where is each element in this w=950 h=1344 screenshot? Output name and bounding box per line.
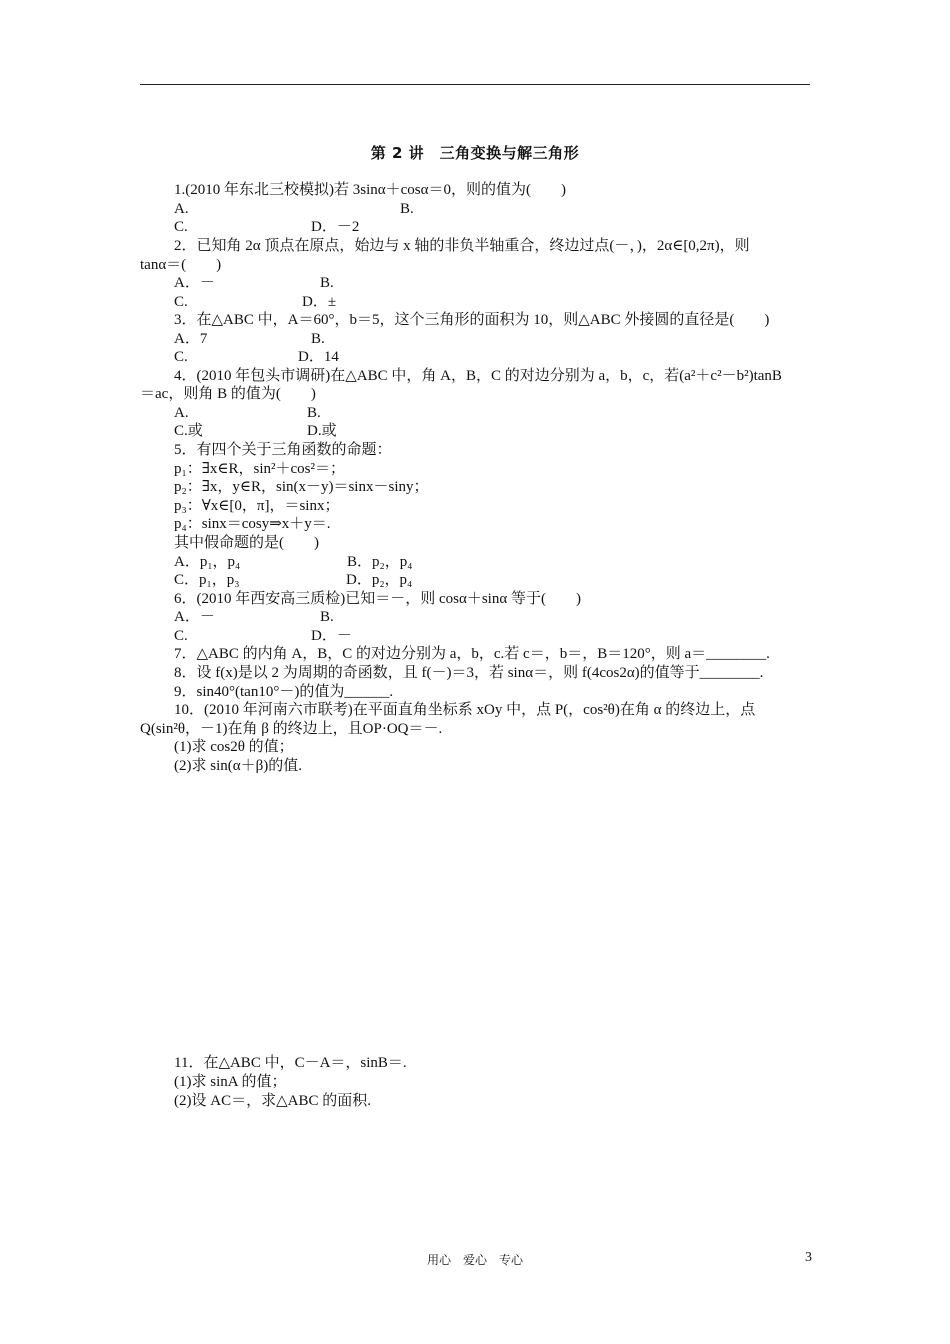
text-line: A.	[174, 201, 189, 217]
option-line: D.或	[307, 423, 337, 439]
text-line: (2)设 AC＝，求△ABC 的面积.	[174, 1093, 371, 1109]
text-line: (2)求 sin(α＋β)的值.	[174, 758, 302, 774]
text-line: 5．有四个关于三角函数的命题：	[174, 442, 392, 458]
text-line: 11．在△ABC 中，C－A＝，sinB＝.	[174, 1055, 407, 1071]
text-line: C.	[174, 294, 188, 310]
text-line: 其中假命题的是( )	[174, 535, 319, 551]
text-line: A.	[174, 405, 189, 421]
text-line: p₃：∀x∈[0，π]，＝sinx；	[174, 498, 340, 514]
text-line: (1)求 cos2θ 的值；	[174, 739, 294, 755]
text-line: p₂：∃x，y∈R，sin(x－y)＝sinx－siny；	[174, 479, 429, 495]
text-line: 6．(2010 年西安高三质检)已知＝－，则 cosα＋sinα 等于( )	[174, 591, 581, 607]
text-line: 3．在△ABC 中，A＝60°，b＝5，这个三角形的面积为 10，则△ABC 外接圆的直径是( )	[174, 312, 770, 328]
option-line: D．p₂，p₄	[346, 572, 413, 588]
option-line: D．－	[311, 628, 352, 644]
text-line: A．－	[174, 275, 215, 291]
text-line: p₄：sinx＝cosy⇒x＋y＝.	[174, 516, 331, 532]
text-line: (1)求 sinA 的值；	[174, 1074, 287, 1090]
text-line: ＝ac，则角 B 的值为( )	[140, 386, 316, 402]
text-line: tanα＝( )	[140, 257, 222, 273]
option-line: B.	[320, 275, 334, 291]
text-line: 10．(2010 年河南六市联考)在平面直角坐标系 xOy 中，点 P(，cos²θ)在角 α 的终边上，点	[174, 702, 756, 718]
text-line: 7．△ABC 的内角 A，B，C 的对边分别为 a，b，c.若 c＝，b＝，B＝120°，则 a＝________.	[174, 646, 770, 662]
text-line: A．7	[174, 331, 208, 347]
text-line: A．－	[174, 609, 215, 625]
text-line: 8．设 f(x)是以 2 为周期的奇函数，且 f(－)＝3，若 sinα＝，则 f(4cos2α)的值等于________.	[174, 665, 764, 681]
option-line: B.	[307, 405, 321, 421]
text-line: C.	[174, 349, 188, 365]
text-line: 2．已知角 2α 顶点在原点，始边与 x 轴的非负半轴重合，终边过点(－，)，2α∈[0,2π)，则	[174, 238, 750, 254]
text-line: 9．sin40°(tan10°－)的值为______.	[174, 684, 394, 700]
text-line: p₁：∃x∈R，sin²＋cos²＝；	[174, 461, 345, 477]
footer-motto: 用心 爱心 专心	[426, 1253, 523, 1267]
option-line: D．±	[302, 294, 337, 310]
text-line: 1.(2010 年东北三校模拟)若 3sinα＋cosα＝0，则的值为( )	[174, 182, 566, 198]
text-line: Q(sin²θ，－1)在角 β 的终边上，且OP·OQ＝－.	[140, 721, 443, 737]
option-line: D．14	[298, 349, 339, 365]
text-line: C.	[174, 628, 188, 644]
option-line: B.	[400, 201, 414, 217]
header-rule	[140, 84, 810, 85]
page-number: 3	[805, 1250, 812, 1265]
option-line: D．－2	[311, 219, 360, 235]
option-line: B.	[311, 331, 325, 347]
text-line: C.	[174, 219, 188, 235]
option-line: B．p₂，p₄	[347, 554, 413, 570]
page-title: 第 2 讲 三角变换与解三角形	[370, 144, 580, 162]
text-line: C.或	[174, 423, 203, 439]
option-line: B.	[320, 609, 334, 625]
text-line: 4．(2010 年包头市调研)在△ABC 中，角 A，B，C 的对边分别为 a，b，c，若(a²＋c²－b²)tanB	[174, 368, 782, 384]
text-line: A．p₁，p₄	[174, 554, 241, 570]
text-line: C．p₁，p₃	[174, 572, 240, 588]
